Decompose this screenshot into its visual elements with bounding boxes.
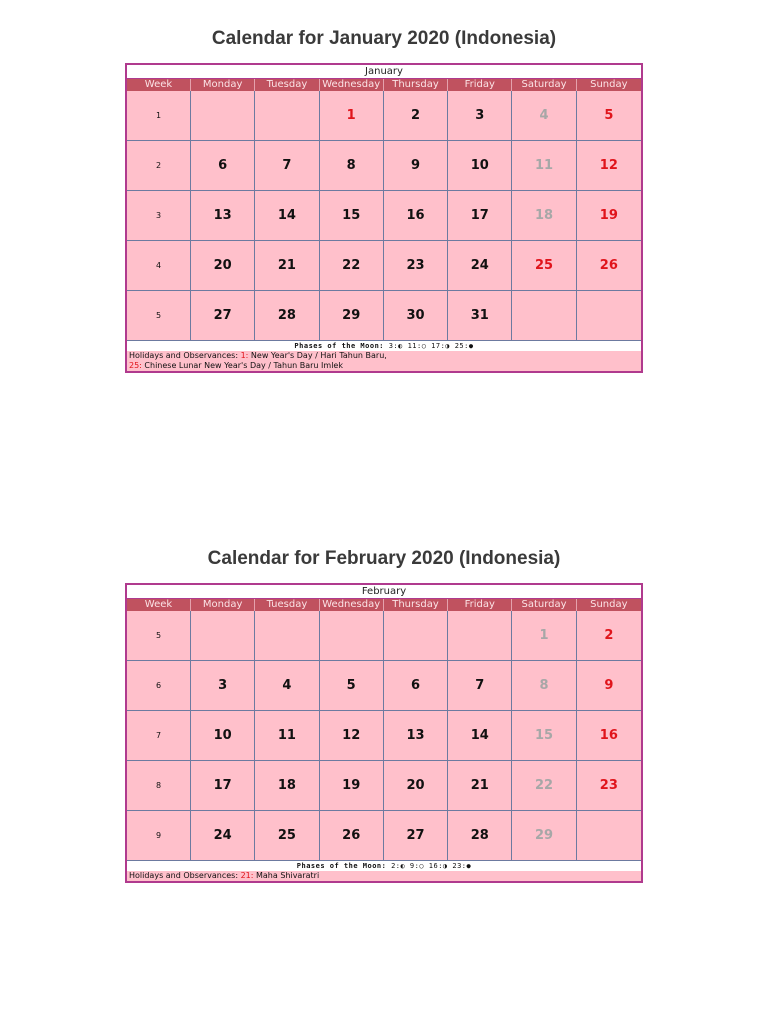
header-sunday: Sunday — [590, 599, 628, 610]
holiday-text: Chinese Lunar New Year's Day / Tahun Baru Imlek — [144, 361, 343, 370]
moon-values: 2:◐ 9:○ 16:◑ 23:● — [391, 862, 472, 870]
empty-day-cell — [448, 611, 512, 661]
day-cell: 28 — [448, 811, 512, 861]
day-cell: 19 — [577, 191, 641, 241]
week-number: 5 — [127, 611, 191, 661]
week-number: 7 — [127, 711, 191, 761]
header-wednesday: Wednesday — [320, 79, 384, 91]
empty-day-cell — [191, 91, 255, 141]
moon-label: Phases of the Moon: — [294, 342, 384, 350]
header-week: Week — [127, 79, 191, 91]
day-cell: 14 — [448, 711, 512, 761]
day-cell: 27 — [384, 811, 448, 861]
holidays-notes — [127, 871, 641, 881]
empty-day-cell — [512, 291, 576, 341]
day-cell: 17 — [448, 191, 512, 241]
day-cell: 15 — [320, 191, 384, 241]
weekday-header — [127, 599, 641, 611]
header-saturday: Saturday — [512, 79, 576, 91]
empty-day-cell — [320, 611, 384, 661]
calendar-february — [125, 583, 643, 883]
header-wednesday: Wednesday — [320, 599, 384, 611]
page-title-january: Calendar for January 2020 (Indonesia) — [211, 28, 557, 49]
header-monday: Monday — [191, 79, 255, 91]
day-cell: 22 — [320, 241, 384, 291]
day-cell: 30 — [384, 291, 448, 341]
day-cell: 16 — [577, 711, 641, 761]
day-cell: 2 — [384, 91, 448, 141]
day-cell: 4 — [512, 91, 576, 141]
holiday-line — [129, 361, 639, 371]
day-cell: 28 — [255, 291, 319, 341]
day-cell: 20 — [384, 761, 448, 811]
header-friday: Friday — [448, 79, 512, 91]
weekday-header — [127, 79, 641, 91]
week-number: 8 — [127, 761, 191, 811]
moon-phases — [127, 861, 641, 871]
day-cell: 5 — [320, 661, 384, 711]
header-tuesday: Tuesday — [255, 599, 319, 611]
day-cell: 10 — [191, 711, 255, 761]
empty-day-cell — [255, 611, 319, 661]
day-cell: 4 — [255, 661, 319, 711]
day-grid — [127, 611, 641, 861]
day-cell: 7 — [448, 661, 512, 711]
empty-day-cell — [191, 611, 255, 661]
month-name: February — [127, 585, 641, 599]
day-cell: 23 — [577, 761, 641, 811]
holiday-day: 21: — [240, 871, 254, 880]
day-cell: 2 — [577, 611, 641, 661]
week-number: 2 — [127, 141, 191, 191]
day-cell: 25 — [255, 811, 319, 861]
day-cell: 22 — [512, 761, 576, 811]
day-cell: 23 — [384, 241, 448, 291]
header-thursday: Thursday — [384, 599, 448, 611]
day-cell: 19 — [320, 761, 384, 811]
day-cell: 29 — [320, 291, 384, 341]
day-cell: 9 — [384, 141, 448, 191]
day-cell: 13 — [384, 711, 448, 761]
day-cell: 9 — [577, 661, 641, 711]
week-number: 3 — [127, 191, 191, 241]
week-number: 6 — [127, 661, 191, 711]
day-cell: 27 — [191, 291, 255, 341]
holiday-day: 25: — [129, 361, 142, 370]
header-monday: Monday — [191, 599, 255, 611]
day-cell: 26 — [577, 241, 641, 291]
header-friday: Friday — [448, 599, 512, 611]
day-cell: 11 — [512, 141, 576, 191]
day-cell: 18 — [512, 191, 576, 241]
holiday-line — [129, 351, 639, 361]
empty-day-cell — [384, 611, 448, 661]
day-cell: 3 — [191, 661, 255, 711]
day-cell: 5 — [577, 91, 641, 141]
empty-day-cell — [577, 811, 641, 861]
week-number: 9 — [127, 811, 191, 861]
day-cell: 25 — [512, 241, 576, 291]
day-cell: 11 — [255, 711, 319, 761]
day-cell: 6 — [384, 661, 448, 711]
page-title-february: Calendar for February 2020 (Indonesia) — [207, 548, 561, 569]
day-cell: 6 — [191, 141, 255, 191]
day-cell: 10 — [448, 141, 512, 191]
moon-values: 3:◐ 11:○ 17:◑ 25:● — [388, 342, 474, 350]
day-cell: 16 — [384, 191, 448, 241]
day-cell: 18 — [255, 761, 319, 811]
day-cell: 24 — [191, 811, 255, 861]
day-grid — [127, 91, 641, 341]
holidays-notes — [127, 351, 641, 371]
day-cell: 24 — [448, 241, 512, 291]
day-cell: 7 — [255, 141, 319, 191]
day-cell: 21 — [255, 241, 319, 291]
day-cell: 21 — [448, 761, 512, 811]
empty-day-cell — [255, 91, 319, 141]
calendar-january — [125, 63, 643, 373]
header-sunday: Sunday — [590, 79, 628, 90]
week-number: 4 — [127, 241, 191, 291]
day-cell: 8 — [320, 141, 384, 191]
moon-phases — [127, 341, 641, 351]
header-saturday: Saturday — [512, 599, 576, 611]
holidays-label: Holidays and Observances: — [129, 351, 239, 360]
day-cell: 17 — [191, 761, 255, 811]
day-cell: 12 — [320, 711, 384, 761]
day-cell: 3 — [448, 91, 512, 141]
holiday-day: 1: — [240, 351, 249, 360]
header-thursday: Thursday — [384, 79, 448, 91]
day-cell: 8 — [512, 661, 576, 711]
month-name: January — [127, 65, 641, 79]
day-cell: 13 — [191, 191, 255, 241]
day-cell: 20 — [191, 241, 255, 291]
header-week: Week — [127, 599, 191, 611]
day-cell: 26 — [320, 811, 384, 861]
holiday-text: Maha Shivaratri — [256, 871, 320, 880]
week-number: 5 — [127, 291, 191, 341]
day-cell: 14 — [255, 191, 319, 241]
day-cell: 12 — [577, 141, 641, 191]
holiday-line — [129, 871, 639, 881]
holiday-text: New Year's Day / Hari Tahun Baru, — [250, 351, 387, 360]
day-cell: 1 — [512, 611, 576, 661]
day-cell: 15 — [512, 711, 576, 761]
day-cell: 29 — [512, 811, 576, 861]
holidays-label: Holidays and Observances: — [129, 871, 239, 880]
day-cell: 31 — [448, 291, 512, 341]
header-tuesday: Tuesday — [255, 79, 319, 91]
moon-label: Phases of the Moon: — [296, 862, 387, 870]
day-cell: 1 — [320, 91, 384, 141]
week-number: 1 — [127, 91, 191, 141]
empty-day-cell — [577, 291, 641, 341]
